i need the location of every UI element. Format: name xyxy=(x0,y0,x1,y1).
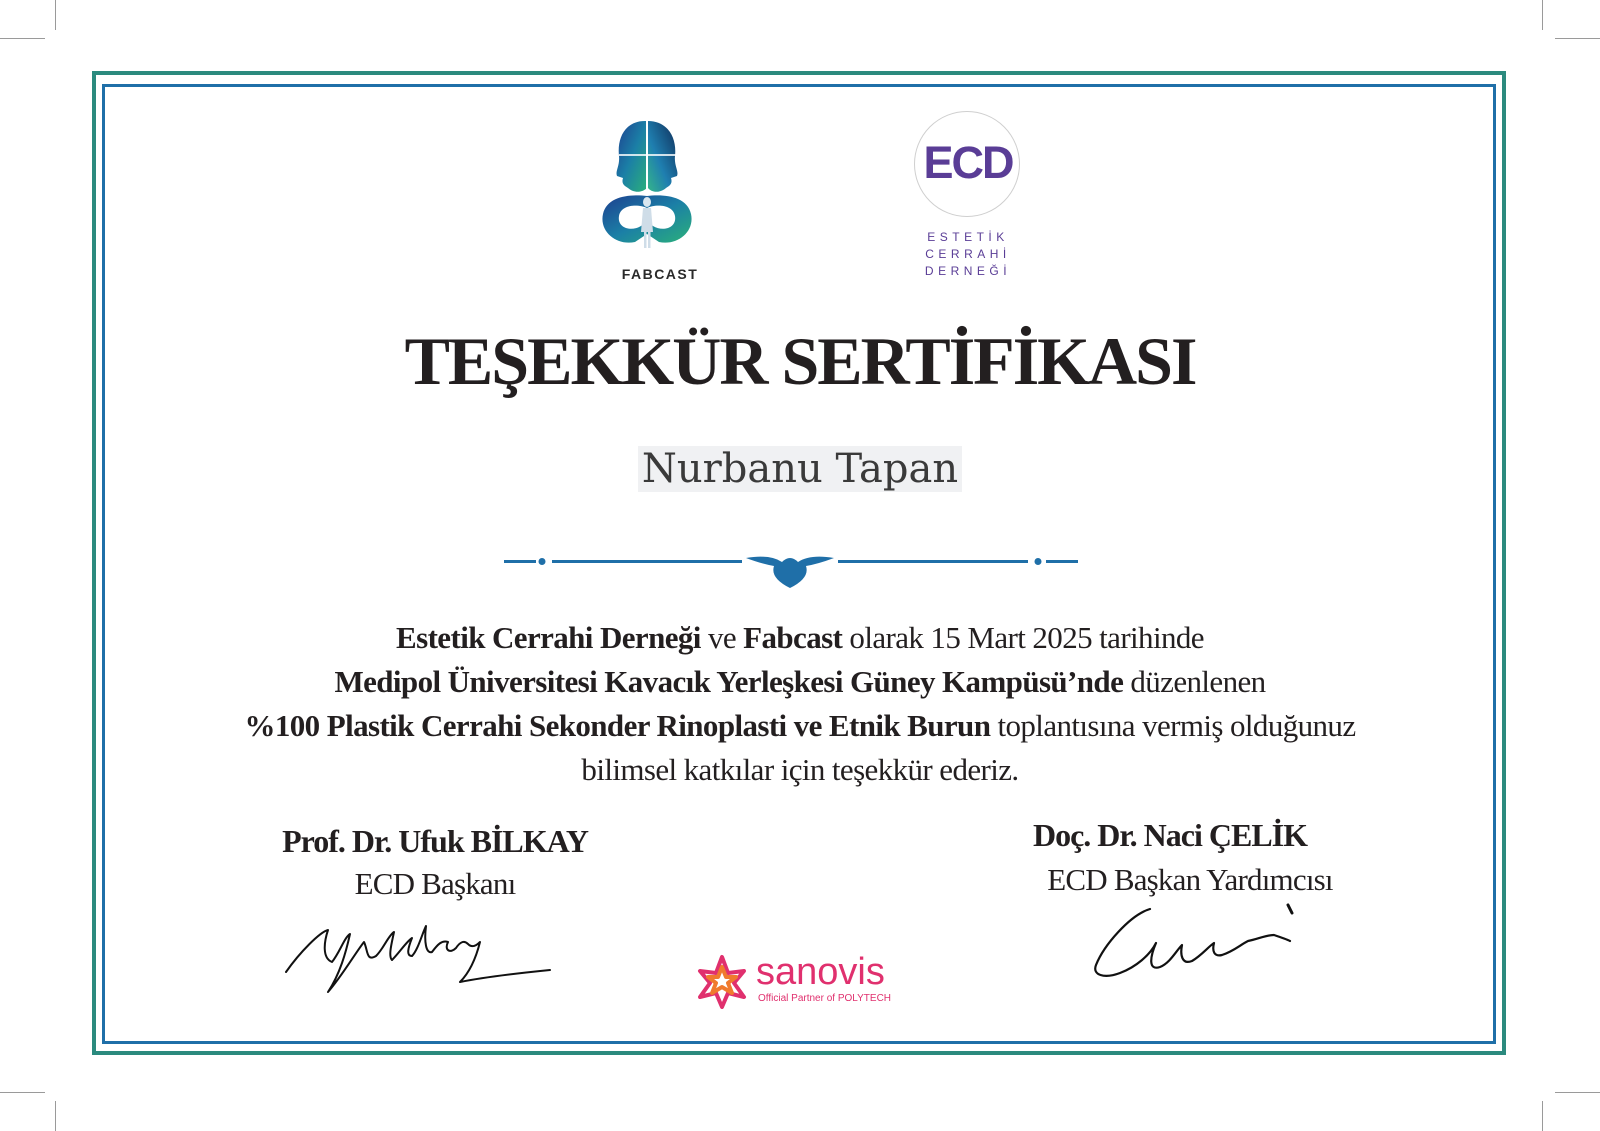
body-line-2 xyxy=(150,660,1450,704)
crop-mark xyxy=(1555,1092,1600,1093)
crop-mark xyxy=(0,1092,45,1093)
body-text-span: ve xyxy=(700,620,744,655)
recipient-name: Nurbanu Tapan xyxy=(638,446,962,492)
ecd-line-1: ESTETİK xyxy=(927,230,1009,244)
body-line-3 xyxy=(150,704,1450,748)
sanovis-star-icon xyxy=(694,953,750,1009)
recipient-wrapper xyxy=(0,446,1600,492)
body-text-span: toplantısına vermiş olduğunuz xyxy=(990,708,1356,743)
crop-mark xyxy=(55,1101,56,1131)
fabcast-head-logo-icon xyxy=(595,116,725,256)
fabcast-wordmark: FABCAST xyxy=(621,266,699,282)
body-bold-text: Medipol Üniversitesi Kavacık Yerleşkesi Güney Kampüsü’nde xyxy=(334,664,1124,699)
sanovis-logo xyxy=(694,953,924,1013)
signature-1-icon xyxy=(280,912,570,1002)
signature-2-icon xyxy=(1090,895,1320,995)
crop-mark xyxy=(1542,0,1543,30)
signatory-2-role: ECD Başkan Yardımcısı xyxy=(1047,862,1333,897)
crop-mark xyxy=(55,0,56,30)
fabcast-logo xyxy=(595,116,725,288)
ornament-divider-icon xyxy=(500,548,1100,598)
body-text-span: bilimsel katkılar için teşekkür ederiz. xyxy=(581,752,1019,787)
body-bold-text: Fabcast xyxy=(743,620,843,655)
certificate-title: TEŞEKKÜR SERTİFİKASI xyxy=(404,323,1196,399)
ecd-line-2: CERRAHİ xyxy=(925,247,1011,261)
crop-mark xyxy=(1555,38,1600,39)
ecd-line-3: DERNEĞİ xyxy=(924,264,1012,278)
body-bold-text: %100 Plastik Cerrahi Sekonder Rinoplasti ve Etnik Burun xyxy=(244,708,991,743)
signatory-1-role: ECD Başkanı xyxy=(354,866,516,901)
crop-mark xyxy=(0,38,45,39)
signatory-2-name: Doç. Dr. Naci ÇELİK xyxy=(1032,817,1308,853)
sanovis-tagline: Official Partner of POLYTECH xyxy=(758,993,892,1004)
crop-mark xyxy=(1542,1101,1543,1131)
certificate-body xyxy=(150,616,1450,792)
body-text-span: düzenlenen xyxy=(1123,664,1266,699)
body-bold-text: Estetik Cerrahi Derneği xyxy=(396,620,701,655)
body-line-4 xyxy=(150,748,1450,792)
body-line-1 xyxy=(150,616,1450,660)
sanovis-wordmark: sanovis xyxy=(756,951,885,993)
ecd-logo xyxy=(912,111,1024,286)
signatory-1-name: Prof. Dr. Ufuk BİLKAY xyxy=(282,823,588,859)
ecd-mark: ECD xyxy=(923,137,1013,188)
body-text-span: olarak 15 Mart 2025 tarihinde xyxy=(842,620,1204,655)
